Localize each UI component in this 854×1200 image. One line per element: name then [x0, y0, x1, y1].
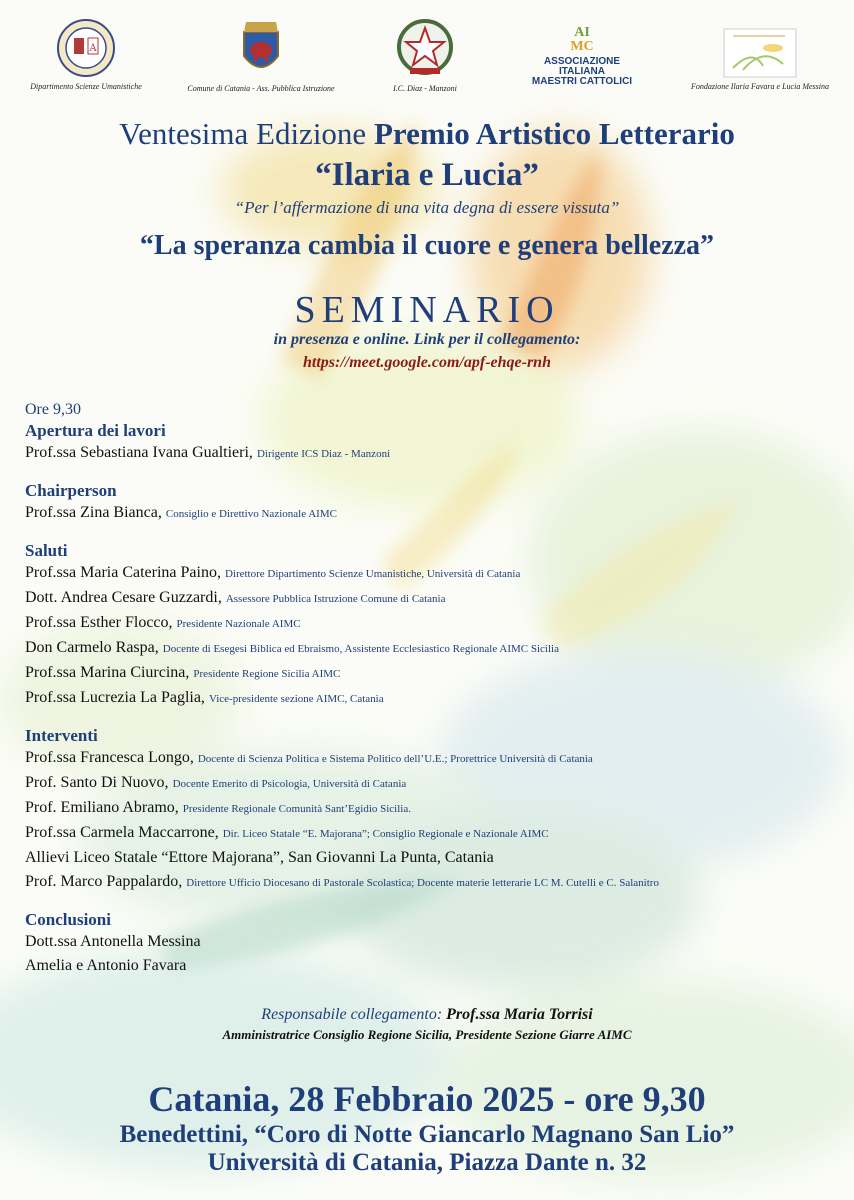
- speaker-row: [25, 746, 845, 771]
- speaker-name: Dott. Andrea Cesare Guzzardi,: [25, 589, 222, 606]
- foundation-card-icon: [723, 28, 797, 78]
- responsible-role: Amministratrice Consiglio Regione Sicilia, Presidente Sezione Giarre AIMC: [222, 1027, 632, 1042]
- speaker-name: Prof.ssa Zina Bianca,: [25, 504, 162, 521]
- motto: “La speranza cambia il cuore e genera bellezza”: [139, 230, 715, 261]
- city-crest-icon: [236, 18, 286, 80]
- aimc-line-3: MAESTRI CATTOLICI: [531, 76, 633, 87]
- speaker-role: Presidente Regionale Comunità Sant’Egidio Sicilia.: [182, 803, 411, 815]
- logo-fondazione: [676, 28, 844, 91]
- speaker-role: Consiglio e Direttivo Nazionale AIMC: [165, 508, 337, 520]
- responsible-label: Responsabile collegamento:: [261, 1006, 443, 1023]
- speaker-row: [25, 636, 845, 661]
- speaker-role: Docente di Esegesi Biblica ed Ebraismo, Assistente Ecclesiastico Regionale AIMC Sicilia: [162, 643, 559, 655]
- event-date: Catania, 28 Febbraio 2025 - ore 9,30: [148, 1079, 706, 1119]
- speaker-name: Dott.ssa Antonella Messina: [25, 933, 201, 950]
- logo-caption: I.C. Diaz - Manzoni: [393, 84, 457, 93]
- speaker-role: Direttore Ufficio Diocesano di Pastorale Scolastica; Docente materie letterarie LC M. Cutelli e C. Salanitro: [186, 877, 659, 889]
- responsible-name: Prof.ssa Maria Torrisi: [446, 1006, 593, 1023]
- aimc-mark-top: AI: [574, 25, 590, 40]
- speaker-row: [25, 821, 845, 846]
- prize-title: Premio Artistico Letterario: [373, 116, 735, 151]
- aimc-mark-bottom: MC: [570, 39, 594, 54]
- speaker-row: [25, 661, 845, 686]
- speaker-row: [25, 954, 845, 978]
- logo-ic-diaz: [370, 18, 480, 93]
- section-title: Saluti: [25, 541, 68, 560]
- program: [25, 400, 845, 978]
- speaker-row: [25, 611, 845, 636]
- responsible-line: [0, 1004, 854, 1026]
- speaker-name: Don Carmelo Raspa,: [25, 639, 159, 656]
- edition-label: Ventesima Edizione: [119, 116, 367, 151]
- logo-caption: Fondazione Ilaria Favara e Lucia Messina: [691, 82, 829, 91]
- subtitle: “Per l’affermazione di una vita degna di essere vissuta”: [234, 198, 620, 217]
- speaker-role: Dir. Liceo Statale “E. Majorana”; Consiglio Regionale e Nazionale AIMC: [222, 828, 549, 840]
- speaker-name: Prof. Emiliano Abramo,: [25, 799, 179, 816]
- republic-emblem-icon: [396, 18, 454, 80]
- speaker-name: Prof.ssa Maria Caterina Paino,: [25, 564, 221, 581]
- prize-names: “Ilaria e Lucia”: [315, 157, 539, 193]
- speaker-name: Prof.ssa Sebastiana Ivana Gualtieri,: [25, 444, 253, 461]
- aimc-logo-icon: [520, 26, 644, 54]
- aimc-line-1: ASSOCIAZIONE: [543, 56, 621, 67]
- speaker-role: Direttore Dipartimento Scienze Umanistiche, Università di Catania: [224, 568, 521, 580]
- speaker-row: [25, 686, 845, 711]
- section-title: Conclusioni: [25, 910, 111, 929]
- speaker-name: Prof.ssa Esther Flocco,: [25, 614, 173, 631]
- speaker-row: [25, 501, 845, 526]
- speaker-row: [25, 796, 845, 821]
- speaker-row: [25, 930, 845, 954]
- logo-caption: Comune di Catania - Ass. Pubblica Istruzione: [187, 84, 335, 93]
- seminar-heading: SEMINARIO: [294, 289, 560, 331]
- speaker-role: Dirigente ICS Diaz - Manzoni: [256, 448, 391, 460]
- speaker-role: Presidente Regione Sicilia AIMC: [193, 668, 341, 680]
- svg-text:A: A: [89, 43, 97, 54]
- speaker-name: Prof. Santo Di Nuovo,: [25, 774, 169, 791]
- section-title: Interventi: [25, 726, 98, 745]
- speaker-name: Prof.ssa Carmela Maccarrone,: [25, 824, 219, 841]
- section-title: Apertura dei lavori: [25, 421, 166, 440]
- speaker-row: [25, 586, 845, 611]
- speaker-row: [25, 441, 845, 466]
- speaker-name: Prof. Marco Pappalardo,: [25, 873, 183, 890]
- event-address: Università di Catania, Piazza Dante n. 32: [207, 1149, 647, 1176]
- speaker-row: [25, 870, 845, 895]
- speaker-role: Docente Emerito di Psicologia, Università di Catania: [172, 778, 407, 790]
- speaker-role: Docente di Scienza Politica e Sistema Politico dell’U.E.; Prorettrice Università di Catania: [197, 753, 593, 765]
- title-line: [0, 116, 854, 152]
- event-venue: Benedettini, “Coro di Notte Giancarlo Magnano San Lio”: [119, 1121, 735, 1148]
- speaker-name: Prof.ssa Marina Ciurcina,: [25, 664, 190, 681]
- logos-row: [0, 18, 854, 106]
- speaker-row: [25, 846, 845, 870]
- speaker-name: Allievi Liceo Statale “Ettore Majorana”, San Giovanni La Punta, Catania: [25, 849, 494, 866]
- speaker-row: [25, 561, 845, 586]
- speaker-role: Presidente Nazionale AIMC: [176, 618, 301, 630]
- speaker-name: Amelia e Antonio Favara: [25, 957, 187, 974]
- speaker-role: Vice-presidente sezione AIMC, Catania: [208, 693, 384, 705]
- meet-link[interactable]: https://meet.google.com/apf-ehqe-rnh: [303, 354, 551, 371]
- logo-aimc: [520, 26, 644, 87]
- speaker-name: Prof.ssa Francesca Longo,: [25, 749, 194, 766]
- presence-note: in presenza e online. Link per il collegamento:: [273, 331, 581, 348]
- logo-caption: Dipartimento Scienze Umanistiche: [30, 82, 142, 91]
- speaker-role: Assessore Pubblica Istruzione Comune di Catania: [225, 593, 446, 605]
- section-title: Chairperson: [25, 481, 117, 500]
- start-time: Ore 9,30: [25, 401, 81, 418]
- university-seal-icon: [56, 18, 116, 78]
- logo-comune: [176, 18, 346, 93]
- speaker-name: Prof.ssa Lucrezia La Paglia,: [25, 689, 205, 706]
- logo-dipartimento: [22, 18, 150, 91]
- aimc-line-2: ITALIANA: [559, 66, 605, 77]
- speaker-row: [25, 771, 845, 796]
